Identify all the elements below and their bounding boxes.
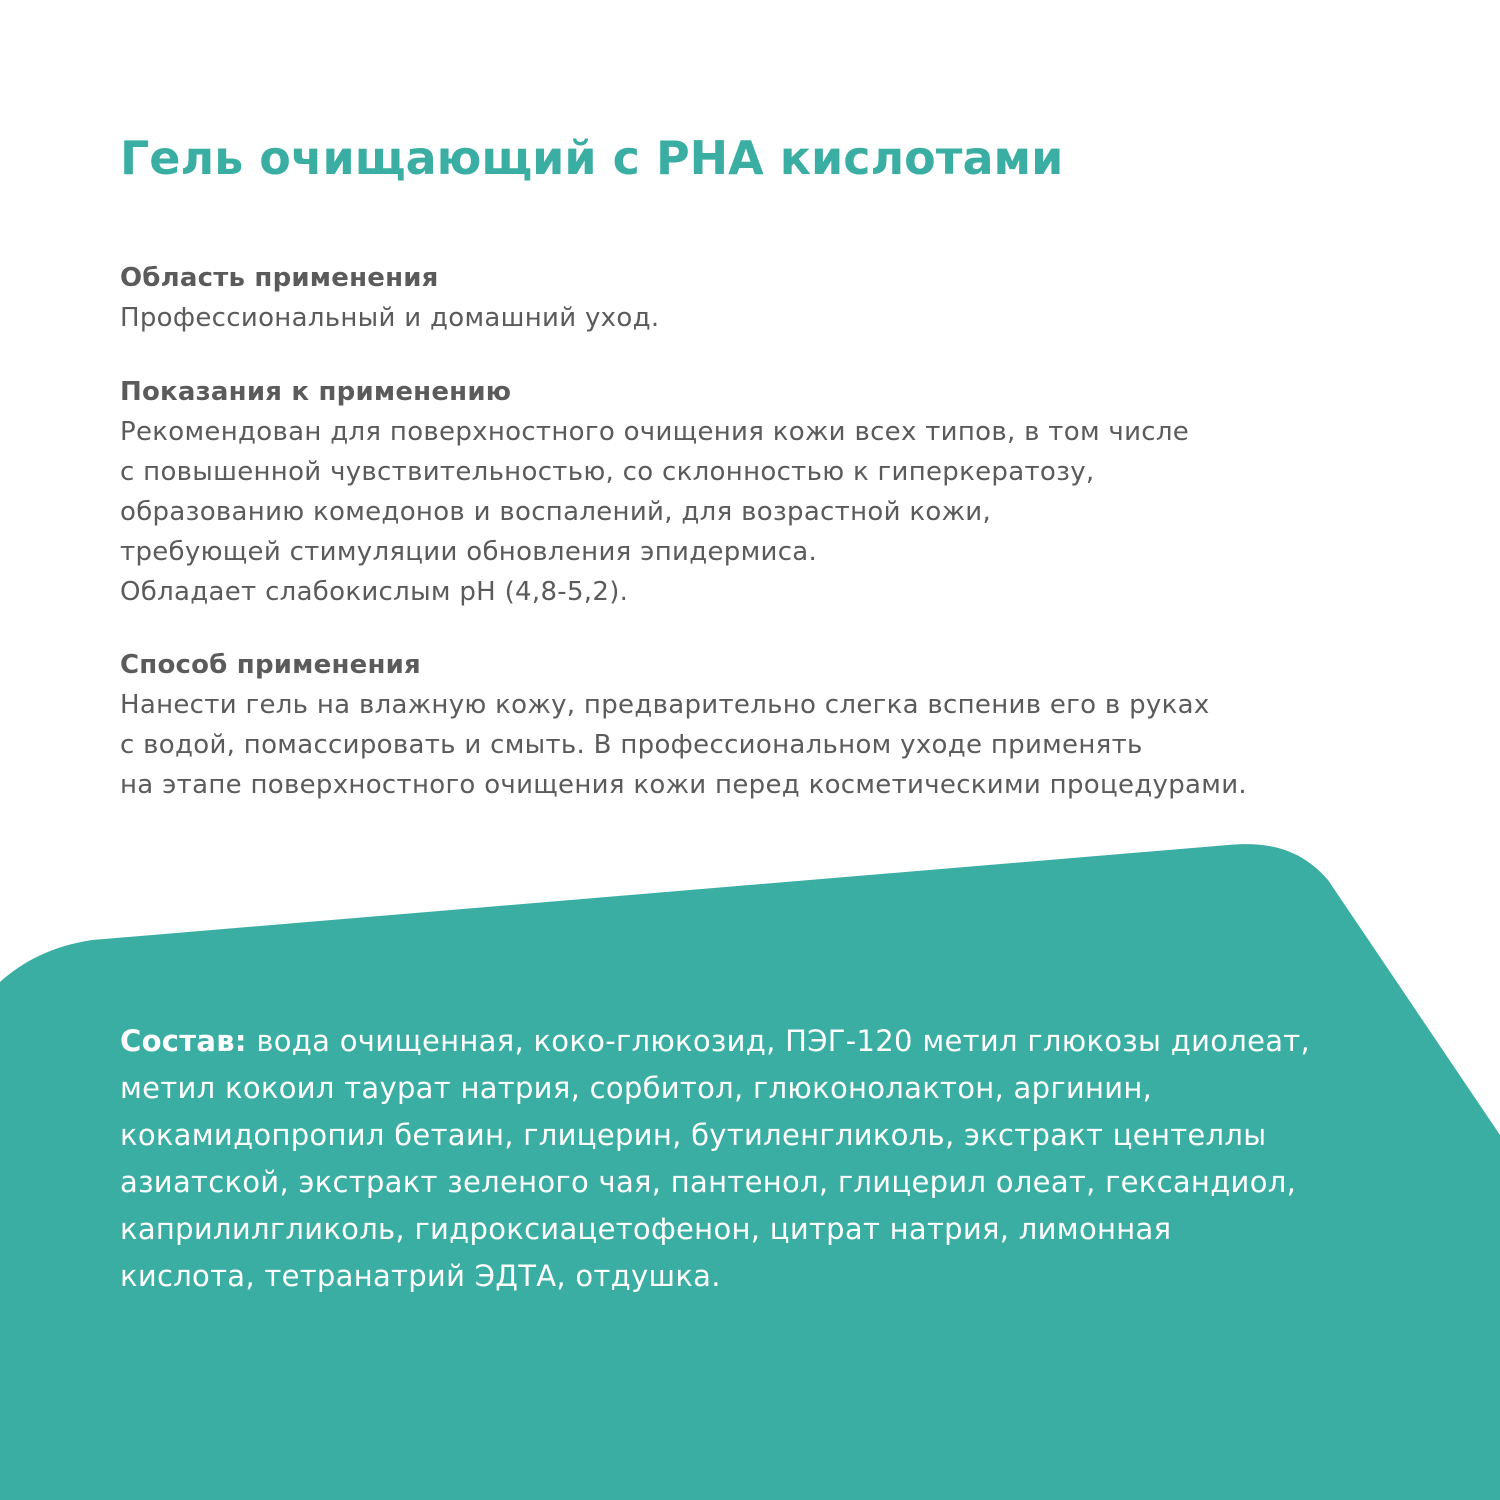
composition-block	[120, 1018, 1450, 1300]
section-heading: Способ применения	[120, 650, 421, 680]
composition-text: вода очищенная, коко-глюкозид, ПЭГ-120 метил глюкозы диолеат,	[246, 1024, 1311, 1058]
composition-line	[120, 1018, 1450, 1065]
section-heading: Область применения	[120, 263, 439, 293]
section-heading: Показания к применению	[120, 377, 512, 407]
composition-line: кислота, тетранатрий ЭДТА, отдушка.	[120, 1259, 721, 1293]
section-text-line: Нанести гель на влажную кожу, предварительно слегка вспенив его в руках	[120, 690, 1210, 720]
section-text-line: Рекомендован для поверхностного очищения кожи всех типов, в том числе	[120, 417, 1190, 447]
section-text-line: с повышенной чувствительностью, со склонностью к гиперкератозу,	[120, 457, 1095, 487]
composition-label: Состав:	[120, 1024, 247, 1058]
section-usage-method	[120, 645, 1247, 805]
composition-line: метил кокоил таурат натрия, сорбитол, глюконолактон, аргинин,	[120, 1071, 1153, 1105]
section-text-line: с водой, помассировать и смыть. В профессиональном уходе применять	[120, 730, 1143, 760]
section-text-line: образованию комедонов и воспалений, для возрастной кожи,	[120, 497, 992, 527]
composition-line: каприлилгликоль, гидроксиацетофенон, цитрат натрия, лимонная	[120, 1212, 1172, 1246]
section-text-line: Профессиональный и домашний уход.	[120, 303, 660, 333]
section-text-line: требующей стимуляции обновления эпидермиса.	[120, 537, 818, 567]
section-text-line: Обладает слабокислым pH (4,8-5,2).	[120, 577, 629, 607]
section-application-area	[120, 258, 659, 338]
composition-line: азиатской, экстракт зеленого чая, пантенол, глицерил олеат, гександиол,	[120, 1165, 1297, 1199]
page-title: Гель очищающий с PHA кислотами	[120, 131, 1064, 185]
composition-line: кокамидопропил бетаин, глицерин, бутиленгликоль, экстракт центеллы	[120, 1118, 1267, 1152]
section-text-line: на этапе поверхностного очищения кожи перед косметическими процедурами.	[120, 770, 1247, 800]
section-indications	[120, 372, 1189, 612]
